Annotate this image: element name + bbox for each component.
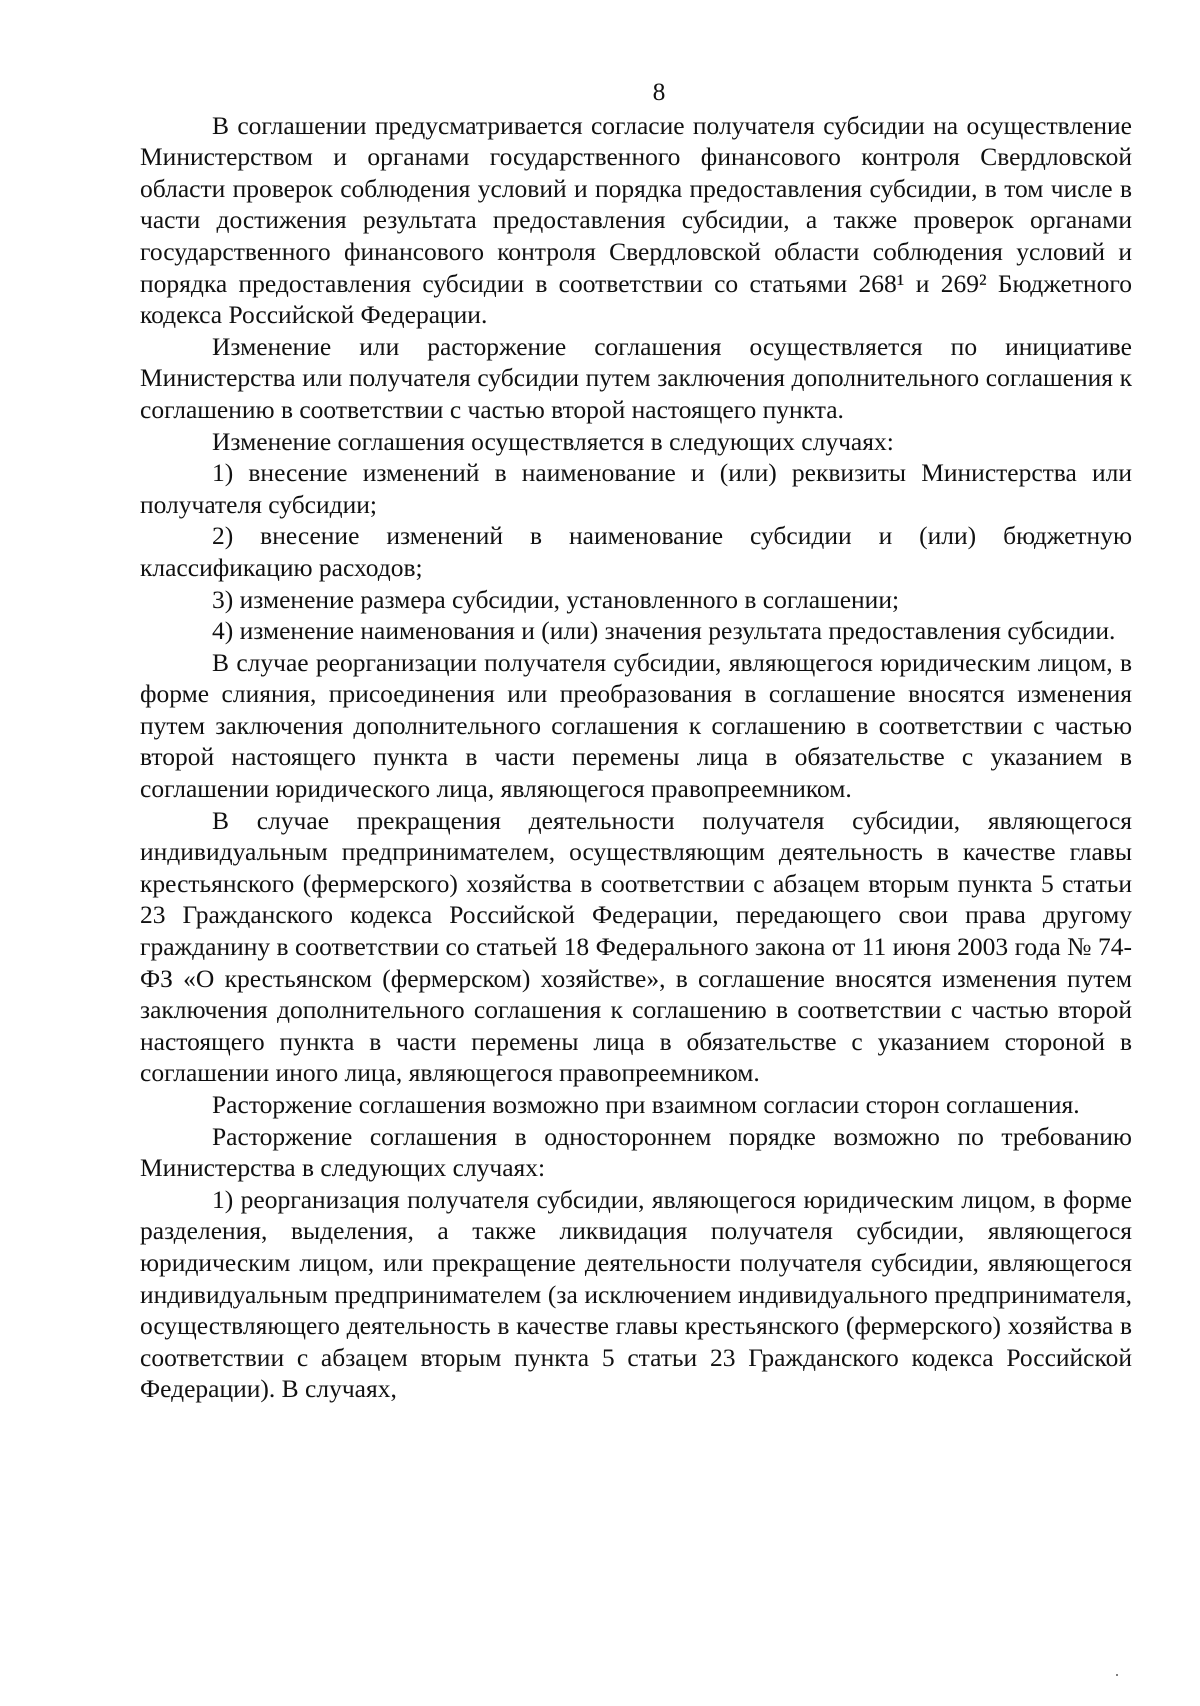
paragraph-amendment-or-termination: Изменение или расторжение соглашения осуществляется по инициативе Министерства или получателя субсидии путем заключения дополнительного соглашения к соглашению в соответствии с частью второй настоящего пункта. [140, 331, 1132, 424]
page-number: 8 [652, 77, 666, 106]
paragraph-verification-consent: В соглашении предусматривается согласие получателя субсидии на осуществление Министерством и органами государственного финансового контроля Свердловской области проверок соблюдения условий и порядка предоставления субсидии, в том числе в части достижения результата предоставления субсидии, а также проверок органами государственного финансового контроля Свердловской области соблюдения условий и порядка предоставления субсидии в соответствии со статьями 268¹ и 269² Бюджетного кодекса Российской Федерации. [140, 110, 1132, 330]
paragraph-mutual-termination: Расторжение соглашения возможно при взаимном согласии сторон соглашения. [212, 1090, 1080, 1119]
paragraph-unilateral-termination: Расторжение соглашения в одностороннем порядке возможно по требованию Министерства в следующих случаях: [140, 1121, 1132, 1183]
list-item-1-requisites: 1) внесение изменений в наименование и (или) реквизиты Министерства или получателя субсидии; [140, 458, 1132, 519]
scan-speck [1116, 1674, 1118, 1676]
list-item-3-subsidy-size: 3) изменение размера субсидии, установленного в соглашении; [212, 584, 900, 614]
paragraph-farm-head-termination: В случае прекращения деятельности получателя субсидии, являющегося индивидуальным предпринимателем, осуществляющим деятельность в качестве главы крестьянского (фермерского) хозяйства в соответствии с абзацем вторым пункта 5 статьи 23 Гражданского кодекса Российской Федерации, передающего свои права другому гражданину в соответствии со статьей 18 Федерального закона от 11 июня 2003 года № 74-ФЗ «О крестьянском (фермерском) хозяйстве», в соглашение вносятся изменения путем заключения дополнительного соглашения к соглашению в соответствии с частью второй настоящего пункта в части перемены лица в обязательстве с указанием стороной в соглашении иного лица, являющегося правопреемником. [140, 805, 1132, 1088]
list-item-4-result-value: 4) изменение наименования и (или) значения результата предоставления субсидии. [212, 616, 1116, 646]
list-item-2-classification: 2) внесение изменений в наименование субсидии и (или) бюджетную классификацию расходов; [140, 521, 1132, 582]
paragraph-reorganization: В случае реорганизации получателя субсидии, являющегося юридическим лицом, в форме слияния, присоединения или преобразования в соглашение вносятся изменения путем заключения дополнительного соглашения к соглашению в соответствии с частью второй настоящего пункта в части перемены лица в обязательстве с указанием в соглашении юридического лица, являющегося правопреемником. [140, 647, 1132, 804]
list-item-1-reorganization-liquidation: 1) реорганизация получателя субсидии, являющегося юридическим лицом, в форме разделения, выделения, а также ликвидация получателя субсидии, являющегося юридическим лицом, или прекращение деятельности получателя субсидии, являющегося индивидуальным предпринимателем (за исключением индивидуального предпринимателя, осуществляющего деятельность в качестве главы крестьянского (фермерского) хозяйства в соответствии с абзацем вторым пункта 5 статьи 23 Гражданского кодекса Российской Федерации). В случаях, [140, 1184, 1132, 1404]
document-page [140, 76, 1132, 1405]
paragraph-amendment-cases: Изменение соглашения осуществляется в следующих случаях: [212, 426, 894, 456]
